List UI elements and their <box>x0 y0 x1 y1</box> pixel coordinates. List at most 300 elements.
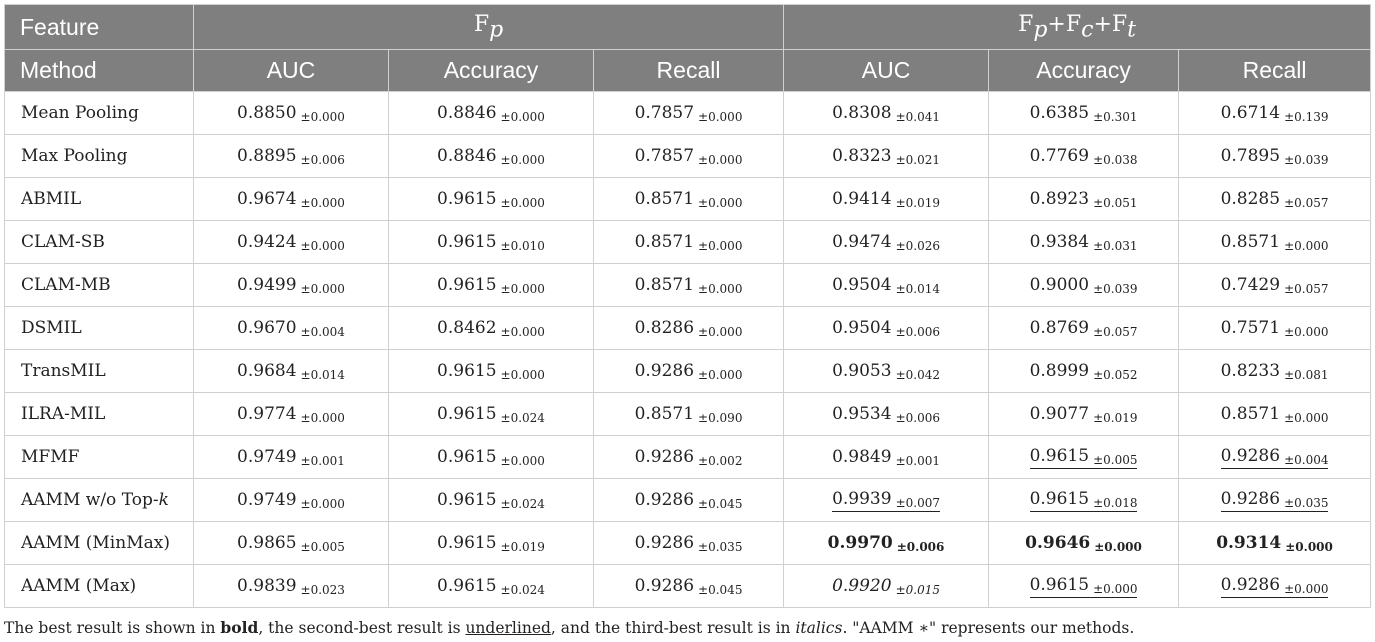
result-std: ±0.000 <box>300 410 345 425</box>
result-value-group <box>635 232 743 253</box>
method-name <box>5 436 194 479</box>
result-value-group <box>1030 361 1138 382</box>
result-cell <box>389 135 594 178</box>
result-cell <box>989 393 1179 436</box>
footnote-text: , the second-best result is <box>258 619 466 637</box>
result-cell <box>194 479 389 522</box>
result-value: 0.9939 <box>832 488 892 509</box>
method-name <box>5 135 194 178</box>
result-std: ±0.024 <box>500 410 545 425</box>
result-std: ±0.021 <box>895 152 940 167</box>
table-row <box>5 393 1371 436</box>
result-value: 0.9774 <box>237 403 297 424</box>
result-value: 0.9414 <box>832 188 892 209</box>
result-std: ±0.000 <box>1094 539 1142 554</box>
method-label: AAMM (MinMax) <box>21 533 170 553</box>
result-value: 0.8571 <box>1220 231 1281 252</box>
group-header-fp-fc-ft <box>784 5 1371 50</box>
result-std: ±0.000 <box>698 238 743 253</box>
result-cell <box>989 264 1179 307</box>
result-value-group <box>1030 146 1138 167</box>
result-std: ±0.024 <box>500 496 545 511</box>
result-value-group <box>437 189 545 210</box>
result-value-group <box>437 361 545 382</box>
result-value: 0.9615 <box>437 575 497 596</box>
result-value-group <box>635 576 743 597</box>
method-name <box>5 264 194 307</box>
result-cell <box>389 522 594 565</box>
result-value: 0.9615 <box>437 274 497 295</box>
result-std: ±0.052 <box>1093 367 1138 382</box>
result-value-group <box>1221 189 1329 210</box>
method-label: ABMIL <box>21 189 82 209</box>
results-table-container <box>4 4 1370 608</box>
result-value-group <box>1221 103 1329 124</box>
result-value: 0.7769 <box>1029 145 1090 166</box>
result-value-group <box>635 146 743 167</box>
result-cell <box>194 307 389 350</box>
method-label: AAMM w/o Top- <box>21 490 159 510</box>
result-value: 0.9474 <box>832 231 892 252</box>
result-value-group <box>1030 103 1138 124</box>
result-cell <box>989 522 1179 565</box>
result-value-group <box>237 232 345 253</box>
result-cell <box>594 178 784 221</box>
method-name <box>5 178 194 221</box>
result-value-group <box>437 576 545 597</box>
method-name <box>5 479 194 522</box>
result-value: 0.9286 <box>1220 445 1281 466</box>
result-std: ±0.000 <box>1284 581 1329 596</box>
result-cell <box>989 135 1179 178</box>
method-name <box>5 522 194 565</box>
result-value-group <box>832 232 940 253</box>
result-cell <box>389 393 594 436</box>
result-value: 0.9849 <box>832 446 892 467</box>
result-std: ±0.000 <box>500 324 545 339</box>
method-label: Mean Pooling <box>21 103 139 123</box>
result-std: ±0.005 <box>300 539 345 554</box>
result-std: ±0.057 <box>1284 281 1329 296</box>
result-std: ±0.006 <box>895 410 940 425</box>
result-value: 0.9749 <box>237 446 297 467</box>
result-std: ±0.010 <box>500 238 545 253</box>
result-value-group <box>237 103 345 124</box>
result-value: 0.9865 <box>237 532 297 553</box>
result-std: ±0.006 <box>895 324 940 339</box>
result-cell <box>389 307 594 350</box>
method-name <box>5 307 194 350</box>
result-value: 0.9615 <box>437 489 497 510</box>
result-cell <box>389 479 594 522</box>
result-std: ±0.019 <box>895 195 940 210</box>
result-std: ±0.018 <box>1093 495 1138 510</box>
result-std: ±0.042 <box>895 367 940 382</box>
method-label: Max Pooling <box>21 146 128 166</box>
method-name <box>5 221 194 264</box>
group2-s1: p <box>1033 17 1048 43</box>
metric-header: Recall <box>594 50 784 92</box>
result-value-group <box>1221 575 1329 598</box>
method-header: Method <box>5 50 194 92</box>
result-value: 0.9615 <box>1029 445 1090 466</box>
result-cell <box>594 307 784 350</box>
result-value-group <box>635 103 743 124</box>
footnote-underline-word: underlined <box>465 619 551 637</box>
result-std: ±0.039 <box>1284 152 1329 167</box>
result-value: 0.9615 <box>437 532 497 553</box>
result-value: 0.8323 <box>832 145 892 166</box>
result-cell <box>989 221 1179 264</box>
result-std: ±0.039 <box>1093 281 1138 296</box>
result-std: ±0.045 <box>698 582 743 597</box>
result-std: ±0.000 <box>500 152 545 167</box>
result-cell <box>989 307 1179 350</box>
result-std: ±0.000 <box>698 109 743 124</box>
result-std: ±0.045 <box>698 496 743 511</box>
result-value: 0.9646 <box>1025 532 1091 553</box>
result-value: 0.9053 <box>832 360 892 381</box>
result-std: ±0.000 <box>698 281 743 296</box>
result-value-group <box>437 146 545 167</box>
table-row <box>5 264 1371 307</box>
group1-base: F <box>473 11 490 37</box>
result-cell <box>194 264 389 307</box>
result-std: ±0.000 <box>300 109 345 124</box>
metric-header: Accuracy <box>989 50 1179 92</box>
method-name <box>5 393 194 436</box>
result-value: 0.9504 <box>832 274 892 295</box>
result-value-group <box>1221 489 1329 512</box>
result-cell <box>1179 135 1371 178</box>
metric-header: AUC <box>784 50 989 92</box>
result-value-group <box>237 447 345 468</box>
result-std: ±0.081 <box>1284 367 1329 382</box>
group2-s2: c <box>1081 17 1094 43</box>
result-value: 0.6385 <box>1029 102 1090 123</box>
result-cell <box>594 221 784 264</box>
table-row <box>5 350 1371 393</box>
method-label: AAMM (Max) <box>21 576 137 596</box>
result-cell <box>784 92 989 135</box>
result-value-group <box>635 318 743 339</box>
result-std: ±0.000 <box>500 453 545 468</box>
result-value: 0.9286 <box>634 360 695 381</box>
result-std: ±0.019 <box>500 539 545 554</box>
result-cell <box>784 350 989 393</box>
result-value-group <box>237 189 345 210</box>
result-std: ±0.000 <box>1284 410 1329 425</box>
result-cell <box>389 92 594 135</box>
result-value-group <box>1221 404 1329 425</box>
result-value: 0.9499 <box>237 274 297 295</box>
result-value-group <box>1030 404 1138 425</box>
result-std: ±0.024 <box>500 582 545 597</box>
result-std: ±0.015 <box>895 582 940 597</box>
footnote-italic-word: italics <box>795 619 843 637</box>
result-cell <box>989 565 1179 608</box>
result-cell <box>784 178 989 221</box>
result-std: ±0.035 <box>1284 495 1329 510</box>
result-value-group <box>635 275 743 296</box>
result-cell <box>989 350 1179 393</box>
result-value: 0.8846 <box>437 102 497 123</box>
result-std: ±0.000 <box>300 281 345 296</box>
result-cell <box>389 565 594 608</box>
result-value-group <box>635 533 743 554</box>
result-value-group <box>237 490 345 511</box>
result-cell <box>1179 178 1371 221</box>
result-value-group <box>635 490 743 511</box>
result-value: 0.9384 <box>1029 231 1090 252</box>
header-row-metrics <box>5 50 1371 92</box>
result-value: 0.9670 <box>237 317 297 338</box>
result-value-group <box>635 447 743 468</box>
result-value-group <box>1030 318 1138 339</box>
group2-s3: t <box>1127 17 1136 43</box>
footnote-bold-word: bold <box>220 618 259 637</box>
result-std: ±0.051 <box>1093 195 1138 210</box>
footnote-text: . "AAMM ∗" represents our methods. <box>842 619 1135 637</box>
group2-plus2: +F <box>1093 11 1128 37</box>
result-value-group <box>237 533 345 554</box>
result-std: ±0.019 <box>1093 410 1138 425</box>
result-value: 0.9286 <box>634 489 695 510</box>
result-value: 0.8571 <box>634 188 695 209</box>
result-cell <box>784 393 989 436</box>
result-std: ±0.041 <box>895 109 940 124</box>
result-value-group <box>437 103 545 124</box>
method-label: ILRA-MIL <box>21 404 106 424</box>
result-std: ±0.006 <box>300 152 345 167</box>
table-row <box>5 479 1371 522</box>
result-cell <box>784 264 989 307</box>
result-value-group <box>237 576 345 597</box>
result-value: 0.9534 <box>832 403 892 424</box>
result-cell <box>594 393 784 436</box>
header-row-groups <box>5 5 1371 50</box>
result-value-group <box>832 447 940 468</box>
result-value-group <box>437 533 545 554</box>
result-value: 0.8769 <box>1029 317 1090 338</box>
result-std: ±0.038 <box>1093 152 1138 167</box>
result-value: 0.9920 <box>832 575 892 596</box>
result-cell <box>594 264 784 307</box>
result-std: ±0.090 <box>698 410 743 425</box>
result-cell <box>989 436 1179 479</box>
result-std: ±0.004 <box>300 324 345 339</box>
result-cell <box>1179 92 1371 135</box>
result-std: ±0.035 <box>698 539 743 554</box>
result-value-group <box>1221 275 1329 296</box>
result-value: 0.9615 <box>437 231 497 252</box>
result-value: 0.7895 <box>1220 145 1281 166</box>
result-value: 0.8999 <box>1029 360 1090 381</box>
result-cell <box>1179 565 1371 608</box>
result-value-group <box>832 404 940 425</box>
result-value: 0.9839 <box>237 575 297 596</box>
result-value-group <box>1221 361 1329 382</box>
result-cell <box>194 135 389 178</box>
group2-f1: F <box>1018 11 1034 37</box>
table-footnote <box>4 618 1134 637</box>
result-std: ±0.000 <box>698 367 743 382</box>
result-cell <box>784 221 989 264</box>
result-value: 0.8462 <box>437 317 497 338</box>
method-name <box>5 565 194 608</box>
result-value: 0.8285 <box>1220 188 1281 209</box>
result-value-group <box>832 361 940 382</box>
result-value-group <box>1221 446 1329 469</box>
result-value-group <box>832 146 940 167</box>
result-value-group <box>828 533 945 554</box>
result-std: ±0.000 <box>300 496 345 511</box>
method-label-k: k <box>158 490 169 510</box>
result-value: 0.8850 <box>237 102 297 123</box>
table-row <box>5 307 1371 350</box>
result-cell <box>989 92 1179 135</box>
result-value: 0.8846 <box>437 145 497 166</box>
result-cell <box>1179 307 1371 350</box>
result-cell <box>594 135 784 178</box>
result-value: 0.9286 <box>634 532 695 553</box>
result-cell <box>784 565 989 608</box>
table-row <box>5 178 1371 221</box>
method-name <box>5 92 194 135</box>
result-value: 0.7857 <box>634 102 695 123</box>
result-value: 0.9286 <box>1220 574 1281 595</box>
result-value-group <box>437 404 545 425</box>
result-value-group <box>437 232 545 253</box>
result-value: 0.7571 <box>1220 317 1281 338</box>
result-value: 0.8286 <box>634 317 695 338</box>
result-std: ±0.014 <box>300 367 345 382</box>
result-std: ±0.000 <box>500 109 545 124</box>
result-value: 0.8571 <box>634 231 695 252</box>
result-value: 0.9615 <box>437 446 497 467</box>
result-cell <box>1179 436 1371 479</box>
result-cell <box>784 135 989 178</box>
result-value-group <box>1030 232 1138 253</box>
result-value: 0.9286 <box>634 575 695 596</box>
result-value: 0.9674 <box>237 188 297 209</box>
result-value: 0.8571 <box>1220 403 1281 424</box>
result-value-group <box>437 318 545 339</box>
result-cell <box>194 350 389 393</box>
result-value: 0.9286 <box>634 446 695 467</box>
metric-header: Accuracy <box>389 50 594 92</box>
result-value: 0.9970 <box>827 532 893 553</box>
result-value-group <box>237 404 345 425</box>
result-std: ±0.000 <box>1285 539 1333 554</box>
result-std: ±0.000 <box>300 238 345 253</box>
result-cell <box>594 479 784 522</box>
footnote-text: The best result is shown in <box>4 619 221 637</box>
result-cell <box>389 178 594 221</box>
result-cell <box>194 92 389 135</box>
result-std: ±0.006 <box>896 539 945 554</box>
metric-header: AUC <box>194 50 389 92</box>
result-cell <box>389 350 594 393</box>
result-cell <box>594 350 784 393</box>
result-value-group <box>237 275 345 296</box>
result-std: ±0.007 <box>895 495 940 510</box>
result-std: ±0.000 <box>698 152 743 167</box>
result-cell <box>389 264 594 307</box>
metric-header: Recall <box>1179 50 1371 92</box>
result-value: 0.9615 <box>1029 488 1090 509</box>
result-std: ±0.001 <box>300 453 345 468</box>
result-value: 0.9424 <box>237 231 297 252</box>
result-cell <box>594 565 784 608</box>
result-value-group <box>1030 189 1138 210</box>
group1-sub: p <box>489 17 504 43</box>
result-cell <box>1179 264 1371 307</box>
result-value-group <box>832 275 940 296</box>
result-cell <box>784 479 989 522</box>
results-body <box>5 92 1371 608</box>
result-value: 0.8923 <box>1029 188 1090 209</box>
result-cell <box>1179 350 1371 393</box>
result-cell <box>389 221 594 264</box>
result-std: ±0.000 <box>698 324 743 339</box>
table-row <box>5 522 1371 565</box>
result-cell <box>1179 221 1371 264</box>
method-label: DSMIL <box>21 318 82 338</box>
result-value-group <box>237 318 345 339</box>
result-value-group <box>1030 275 1138 296</box>
result-cell <box>989 178 1179 221</box>
result-value: 0.9615 <box>437 360 497 381</box>
result-value-group <box>437 447 545 468</box>
result-std: ±0.000 <box>500 195 545 210</box>
result-std: ±0.001 <box>895 453 940 468</box>
result-value-group <box>1030 446 1138 469</box>
result-cell <box>594 92 784 135</box>
result-std: ±0.000 <box>1284 324 1329 339</box>
result-value-group <box>1030 575 1138 598</box>
result-cell <box>194 221 389 264</box>
result-cell <box>594 522 784 565</box>
result-value: 0.9077 <box>1029 403 1090 424</box>
result-value-group <box>237 361 345 382</box>
result-cell <box>784 436 989 479</box>
result-value-group <box>1221 318 1329 339</box>
result-cell <box>194 436 389 479</box>
result-std: ±0.139 <box>1284 109 1329 124</box>
result-value-group <box>1221 146 1329 167</box>
result-value: 0.8895 <box>237 145 297 166</box>
result-std: ±0.000 <box>500 367 545 382</box>
result-value-group <box>1216 533 1333 554</box>
result-cell <box>194 565 389 608</box>
result-value: 0.8571 <box>634 274 695 295</box>
result-value: 0.8308 <box>832 102 892 123</box>
method-label: MFMF <box>21 447 80 467</box>
result-value: 0.6714 <box>1220 102 1281 123</box>
result-cell <box>1179 522 1371 565</box>
result-value: 0.8233 <box>1220 360 1281 381</box>
result-cell <box>389 436 594 479</box>
result-std: ±0.000 <box>698 195 743 210</box>
result-value: 0.9504 <box>832 317 892 338</box>
result-std: ±0.057 <box>1093 324 1138 339</box>
result-std: ±0.000 <box>1284 238 1329 253</box>
result-std: ±0.000 <box>1093 581 1138 596</box>
result-value-group <box>1221 232 1329 253</box>
result-cell <box>1179 393 1371 436</box>
result-std: ±0.014 <box>895 281 940 296</box>
